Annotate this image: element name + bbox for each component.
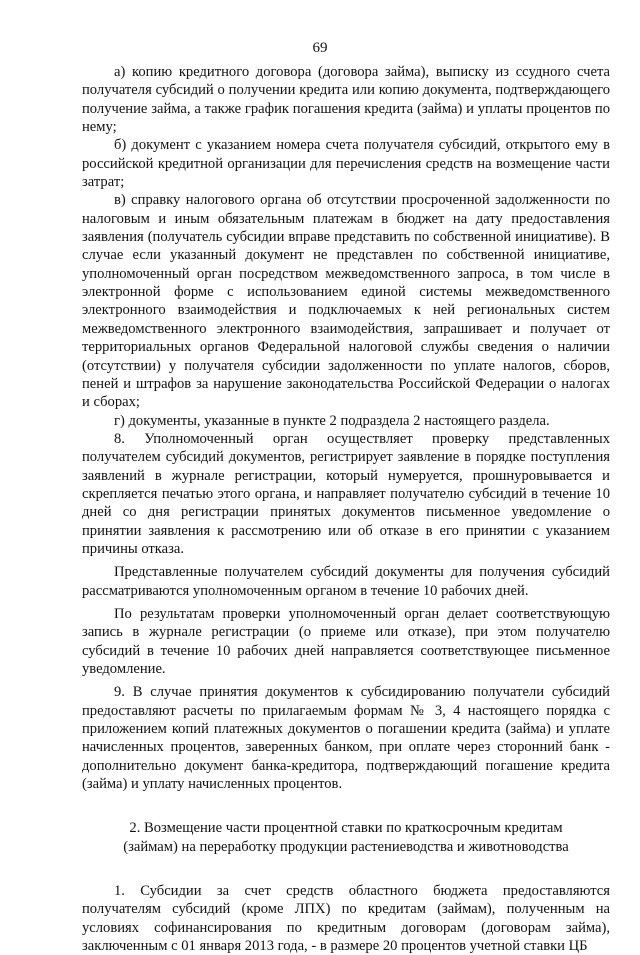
document-body	[82, 63, 610, 955]
paragraph-a: а) копию кредитного договора (договора займа), выписку из ссудного счета получателя субсидий о получении кредита или копию документа, подтверждающего получение займа, а также график погашения кредита (займа) и уплаты процентов по нему;	[82, 64, 610, 136]
section-heading	[82, 819, 610, 856]
paragraph-v: в) справку налогового органа об отсутствии просроченной задолженности по налоговым и иным обязательным платежам в бюджет на дату предоставления заявления (получатель субсидии вправе представить по собственной инициативе). В случае если указанный документ не представлен по собственной инициативе, уполномоченный орган посредством межведомственного запроса, в том числе в электронной форме с использованием единой системы межведомственного электронного взаимодействия и подключаемых к ней региональных систем межведомственного электронного взаимодействия, запрашивает и получает от территориальных органов Федеральной налоговой службы сведения о наличии (отсутствии) у получателя субсидии задолженности по уплате налогов, сборов, пеней и штрафов за нарушение законодательства Российской Федерации о налогах и сборах;	[82, 192, 610, 411]
paragraph-item-8: 8. Уполномоченный орган осуществляет проверку представленных получателем субсидий документов, регистрирует заявление в порядке поступления заявлений в журнале регистрации, который нумеруется, прошнуровывается и скрепляется печатью этого органа, и направляет получателю субсидий в течение 10 дней со дня регистрации принятых документов письменное уведомление о принятии заявления к рассмотрению или об отказе в его принятии с указанием причины отказа.	[82, 430, 610, 557]
page-number: 69	[312, 40, 328, 56]
paragraph-review-period: Представленные получателем субсидий документы для получения субсидий рассматриваются уполномоченным органом в течение 10 рабочих дней.	[82, 564, 610, 599]
paragraph-section2-item-1: 1. Субсидии за счет средств областного бюджета предоставляются получателям субсидий (кроме ЛПХ) по кредитам (займам), полученным на условиях софинансирования по кредитным договорам (договорам займа), заключенным с 01 января 2013 года, - в размере 20 процентов учетной ставки ЦБ	[82, 883, 610, 955]
paragraph-g: г) документы, указанные в пункте 2 подраздела 2 настоящего раздела.	[114, 412, 550, 429]
section-heading-line-1: 2. Возмещение части процентной ставки по краткосрочным кредитам	[129, 820, 563, 837]
paragraph-b: б) документ с указанием номера счета получателя субсидий, открытого ему в российской кредитной организации для перечисления средств на возмещение части затрат;	[82, 137, 610, 191]
paragraph-review-results: По результатам проверки уполномоченный орган делает соответствующую запись в журнале регистрации (о приеме или отказе), при этом получателю субсидий в течение 10 рабочих дней направляется соответствующее письменное уведомление.	[82, 605, 610, 677]
paragraph-item-9: 9. В случае принятия документов к субсидированию получатели субсидий предоставляют расчеты по прилагаемым формам № 3, 4 настоящего порядка с приложением копий платежных документов о погашении кредита (займа) и уплате начисленных процентов, заверенных банком, при оплате через сторонний банк - дополнительно документ банка-кредитора, подтверждающий погашение кредита (займа) и уплату начисленных процентов.	[82, 684, 610, 793]
section-heading-line-2: (займам) на переработку продукции растениеводства и животноводства	[123, 838, 569, 855]
